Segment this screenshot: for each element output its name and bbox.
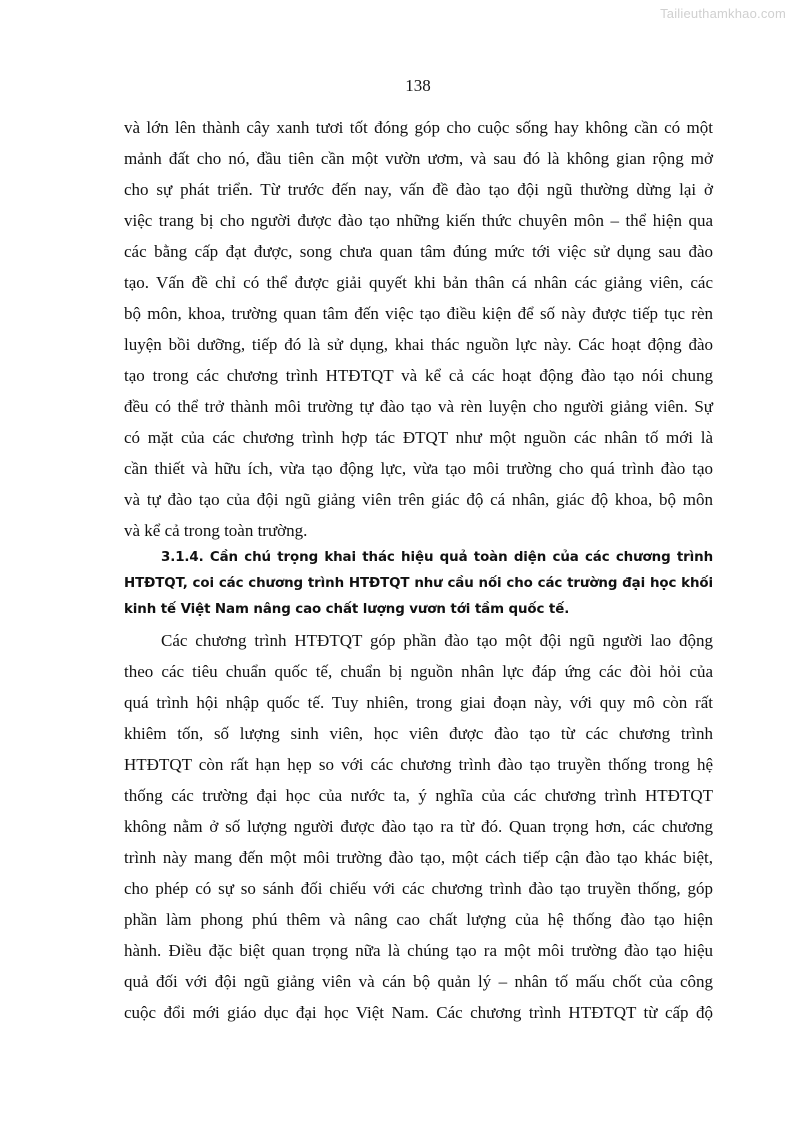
text-line: và tự đào tạo của đội ngũ giảng viên trên giác độ cá nhân, giác độ khoa, bộ môn bbox=[124, 490, 713, 509]
text-line: mảnh đất cho nó, đầu tiên cần một vườn ươm, và sau đó là không gian rộng mở bbox=[124, 149, 713, 168]
section-heading-line: HTĐTQT, coi các chương trình HTĐTQT như cầu nối cho các trường đại học khối bbox=[124, 576, 713, 591]
text-line: và kể cả trong toàn trường. bbox=[124, 521, 308, 540]
text-line: quả đối với đội ngũ giảng viên và cán bộ quản lý – nhân tố mấu chốt của công bbox=[124, 972, 713, 991]
text-line: thống các trường đại học của nước ta, ý nghĩa của các chương trình HTĐTQT bbox=[124, 786, 713, 805]
text-line: hành. Điều đặc biệt quan trọng nữa là chúng tạo ra một môi trường đào tạo hiệu bbox=[124, 941, 713, 960]
text-line: cho sự phát triển. Từ trước đến nay, vấn đề đào tạo đội ngũ thường dừng lại ở bbox=[124, 180, 713, 199]
text-line: tạo. Vấn đề chỉ có thể được giải quyết khi bản thân cá nhân các giảng viên, các bbox=[124, 273, 713, 292]
text-line: tạo trong các chương trình HTĐTQT và kể cả các hoạt động đào tạo nói chung bbox=[124, 366, 713, 385]
text-line: phần làm phong phú thêm và nâng cao chất lượng của hệ thống đào tạo hiện bbox=[124, 910, 713, 929]
text-line: khiêm tốn, số lượng sinh viên, học viên được đào tạo từ các chương trình bbox=[124, 724, 713, 743]
text-line: đều có thể trở thành môi trường tự đào tạo và rèn luyện cho người giảng viên. Sự bbox=[124, 397, 713, 416]
text-line: cho phép có sự so sánh đối chiếu với các chương trình đào tạo truyền thống, góp bbox=[124, 879, 713, 898]
text-line: Các chương trình HTĐTQT góp phần đào tạo một đội ngũ người lao động bbox=[161, 631, 713, 650]
text-line: luyện bồi dưỡng, tiếp đó là sử dụng, khai thác nguồn lực này. Các hoạt động đào bbox=[124, 335, 713, 354]
text-line: việc trang bị cho người được đào tạo những kiến thức chuyên môn – thể hiện qua bbox=[124, 211, 713, 230]
text-line: theo các tiêu chuẩn quốc tế, chuẩn bị nguồn nhân lực đáp ứng các đòi hỏi của bbox=[124, 662, 713, 681]
text-line: trình này mang đến một môi trường đào tạo, một cách tiếp cận đào tạo khác biệt, bbox=[124, 848, 713, 867]
page-number: 138 bbox=[405, 76, 431, 95]
text-line: HTĐTQT còn rất hạn hẹp so với các chương trình đào tạo truyền thống trong hệ bbox=[124, 755, 713, 774]
watermark-text: Tailieuthamkhao.com bbox=[660, 6, 786, 21]
text-line: không nằm ở số lượng người được đào tạo ra từ đó. Quan trọng hơn, các chương bbox=[124, 817, 713, 836]
section-heading-line: kinh tế Việt Nam nâng cao chất lượng vươn tới tầm quốc tế. bbox=[124, 602, 570, 617]
text-line: quá trình hội nhập quốc tế. Tuy nhiên, trong giai đoạn này, với quy mô còn rất bbox=[124, 693, 713, 712]
text-line: và lớn lên thành cây xanh tươi tốt đóng góp cho cuộc sống hay không cần có một bbox=[124, 118, 713, 137]
text-line: có mặt của các chương trình hợp tác ĐTQT như một nguồn các nhân tố mới là bbox=[124, 428, 713, 447]
section-heading-line: 3.1.4. Cần chú trọng khai thác hiệu quả toàn diện của các chương trình bbox=[161, 550, 713, 565]
text-line: các bằng cấp đạt được, song chưa quan tâm đúng mức tới việc sử dụng sau đào bbox=[124, 242, 713, 261]
text-line: cần thiết và hữu ích, vừa tạo động lực, vừa tạo môi trường cho quá trình đào tạo bbox=[124, 459, 713, 478]
text-line: cuộc đổi mới giáo dục đại học Việt Nam. Các chương trình HTĐTQT từ cấp độ bbox=[124, 1003, 713, 1022]
text-line: bộ môn, khoa, trường quan tâm đến việc tạo điều kiện để số này được tiếp tục rèn bbox=[124, 304, 713, 323]
